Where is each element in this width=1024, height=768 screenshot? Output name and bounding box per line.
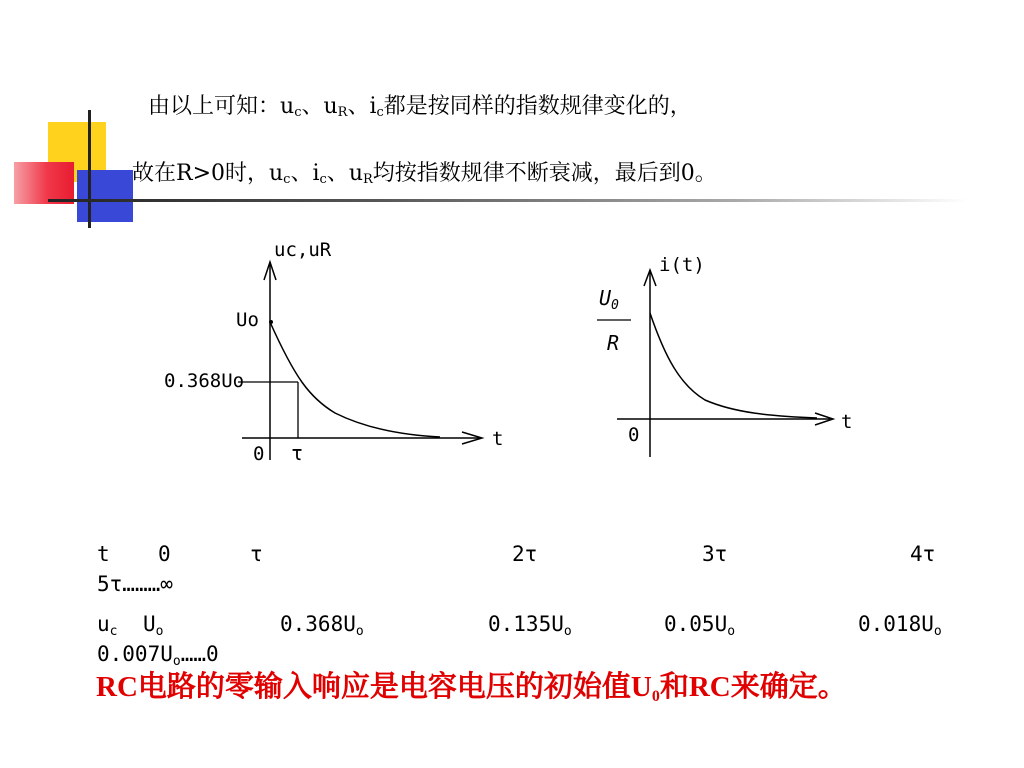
frac-numerator	[599, 286, 619, 313]
var-symbol: i	[312, 161, 320, 186]
t-cell-5	[97, 572, 173, 596]
x-axis-label: t	[841, 411, 853, 433]
separator: 、	[290, 161, 313, 186]
var-symbol: u	[269, 161, 284, 186]
uc-cell-3-value: 0.05U	[664, 612, 728, 636]
uc-cell-0-value: U	[143, 612, 156, 636]
y-axis-label: uc,uR	[274, 239, 332, 261]
conclusion	[96, 664, 847, 706]
uc-cell-5-value: 0.007U	[97, 642, 173, 666]
uc-cell-5-subscript: o	[172, 654, 181, 669]
x-axis-label: t	[492, 428, 504, 450]
t-label: t	[97, 542, 110, 566]
t-cell-0: 0	[158, 542, 171, 566]
uc-label-subscript: c	[109, 624, 118, 639]
conclusion-text-end: 和RC来确定。	[659, 671, 847, 703]
header-text: 均按指数规律不断衰减，最后到0。	[372, 161, 717, 186]
conclusion-subscript: 0	[651, 688, 660, 705]
graph-uc-ur	[150, 228, 520, 473]
var-symbol: u	[280, 94, 295, 119]
decay-curve	[270, 322, 440, 437]
t-cell-5-value: 5τ	[97, 572, 123, 596]
uc-cell-2-value: 0.135U	[488, 612, 564, 636]
origin-label: 0	[253, 443, 265, 465]
uc-label-symbol: u	[97, 612, 110, 636]
var-symbol: i	[369, 94, 377, 119]
uc-cell-2-subscript: o	[563, 624, 572, 639]
decor-vertical-line	[88, 110, 91, 228]
var-subscript: c	[294, 105, 302, 120]
decor-horizontal-line	[48, 199, 968, 202]
t-cell-4: 4τ	[910, 542, 936, 566]
uc-cell-1-subscript: o	[355, 624, 364, 639]
uc-cell-1-value: 0.368U	[280, 612, 356, 636]
frac-denominator: R	[607, 331, 620, 355]
uc-cell-4	[858, 612, 942, 639]
uc-cell-2	[488, 612, 572, 639]
graph-it	[585, 245, 875, 465]
var-symbol: u	[348, 161, 363, 186]
t-cell-2: 2τ	[512, 542, 538, 566]
separator: 、	[347, 94, 370, 119]
uc-row-tail: ……0	[180, 642, 219, 666]
var-subscript: R	[337, 105, 348, 120]
uc-cell-4-subscript: o	[933, 624, 942, 639]
t-row-tail: ………∞	[122, 572, 173, 596]
frac-u0-over-r	[597, 286, 631, 355]
decor-blue-square	[77, 170, 133, 222]
y-axis-label: i(t)	[659, 254, 705, 276]
var-subscript: R	[362, 172, 373, 187]
origin-label: 0	[628, 424, 640, 446]
tau-label: τ	[291, 441, 304, 465]
uc-cell-0-subscript: o	[155, 624, 164, 639]
mark-0368-label: 0.368Uo	[164, 370, 245, 392]
separator: 、	[326, 161, 349, 186]
header-line-2	[132, 156, 717, 187]
conclusion-text: RC电路的零输入响应是电容电压的初始值U	[96, 671, 652, 703]
frac-num-symbol: U	[599, 286, 612, 310]
u0-point	[269, 320, 273, 324]
uc-label	[97, 612, 117, 639]
var-subscript: c	[283, 172, 291, 187]
uc-cell-3-subscript: o	[727, 624, 736, 639]
uc-cell-3	[664, 612, 735, 639]
decor-red-square	[14, 162, 74, 204]
t-cell-1: τ	[250, 542, 263, 566]
var-symbol: u	[323, 94, 338, 119]
uc-cell-0	[143, 612, 163, 639]
header-line-1	[148, 89, 692, 120]
var-subscript: c	[376, 105, 384, 120]
header-text: 故在R>0时，	[132, 161, 269, 186]
var-subscript: c	[319, 172, 327, 187]
header-text: 由以上可知：	[148, 94, 281, 119]
uc-cell-1	[280, 612, 364, 639]
decay-curve	[650, 313, 817, 418]
frac-num-subscript: 0	[611, 298, 619, 313]
header-text: 都是按同样的指数规律变化的，	[383, 94, 692, 119]
t-cell-3: 3τ	[702, 542, 728, 566]
u0-label: Uo	[236, 309, 259, 331]
uc-cell-4-value: 0.018U	[858, 612, 934, 636]
separator: 、	[301, 94, 324, 119]
